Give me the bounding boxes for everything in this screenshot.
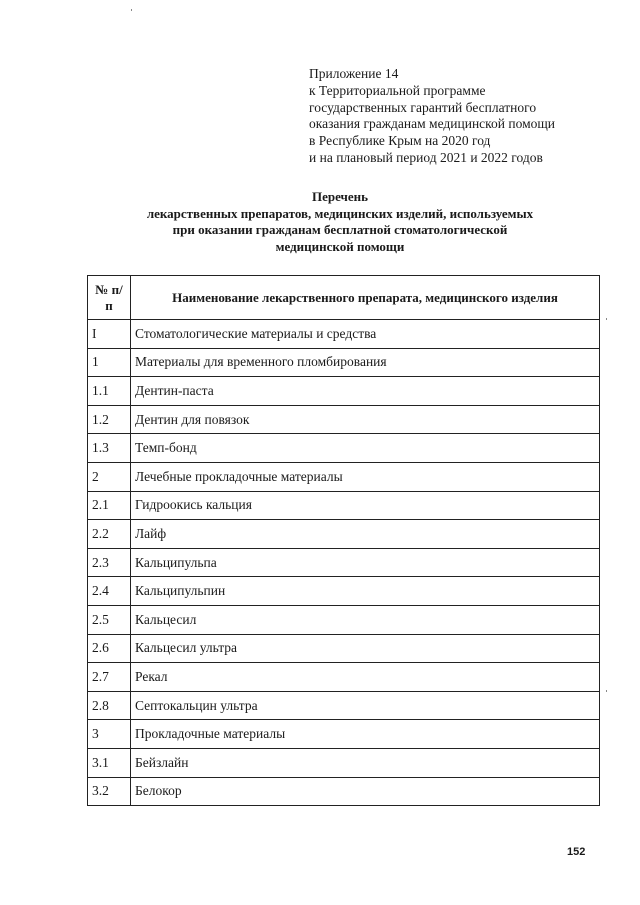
row-number: 1.2 [88,405,131,434]
appendix-line: и на плановый период 2021 и 2022 годов [309,149,543,165]
table-row [88,634,600,663]
row-item-name: Бейзлайн [131,748,600,777]
scan-speck [606,690,607,692]
table-header-row [88,276,600,320]
row-item-name: Темп-бонд [131,434,600,463]
title-line: лекарственных препаратов, медицинских изделий, используемых [146,205,534,221]
table-body [88,320,600,806]
page-number: 152 [567,846,586,858]
appendix-line: к Территориальной программе [309,82,486,98]
row-item-name: Кальцесил ультра [131,634,600,663]
table-row [88,348,600,377]
title-line: при оказании гражданам бесплатной стоматологической [172,222,508,238]
row-number: 2.6 [88,634,131,663]
row-item-name: Дентин-паста [131,377,600,406]
row-item-name: Материалы для временного пломбирования [131,348,600,377]
table-row [88,663,600,692]
table-row [88,605,600,634]
row-number: 2.4 [88,577,131,606]
table-row [88,320,600,349]
table-row [88,548,600,577]
row-number: 2.3 [88,548,131,577]
table-row [88,577,600,606]
row-number: 2.8 [88,691,131,720]
appendix-line: Приложение 14 [309,66,399,81]
row-item-name: Гидроокись кальция [131,491,600,520]
table-row [88,691,600,720]
row-number: 3.2 [88,777,131,806]
row-item-name: Прокладочные материалы [131,720,600,749]
row-number: 2.1 [88,491,131,520]
title-line: Перечень [311,189,369,204]
header-number: № п/п [88,276,131,320]
scan-speck [131,9,132,11]
row-item-name: Рекал [131,663,600,692]
title-line: медицинской помощи [275,238,405,254]
row-item-name: Лечебные прокладочные материалы [131,462,600,491]
table-row [88,748,600,777]
row-number: 2.7 [88,663,131,692]
table-row [88,520,600,549]
document-title [80,189,600,255]
row-item-name: Кальципульпин [131,577,600,606]
row-item-name: Септокальцин ультра [131,691,600,720]
row-number: I [88,320,131,349]
header-name: Наименование лекарственного препарата, медицинского изделия [131,276,600,320]
row-number: 1.3 [88,434,131,463]
appendix-line: в Республике Крым на 2020 год [309,133,491,149]
table-row [88,720,600,749]
row-number: 1.1 [88,377,131,406]
table-row [88,491,600,520]
row-number: 1 [88,348,131,377]
row-item-name: Кальцесил [131,605,600,634]
table-row [88,405,600,434]
row-item-name: Стоматологические материалы и средства [131,320,600,349]
row-item-name: Белокор [131,777,600,806]
drugs-table [87,275,600,806]
row-number: 2 [88,462,131,491]
row-number: 3.1 [88,748,131,777]
appendix-line: государственных гарантий бесплатного [309,99,537,115]
table-row [88,777,600,806]
appendix-header [309,66,609,167]
row-number: 2.5 [88,605,131,634]
table-row [88,462,600,491]
row-item-name: Лайф [131,520,600,549]
row-item-name: Дентин для повязок [131,405,600,434]
row-number: 2.2 [88,520,131,549]
table-row [88,434,600,463]
scan-speck [606,318,607,320]
row-number: 3 [88,720,131,749]
table-row [88,377,600,406]
row-item-name: Кальципульпа [131,548,600,577]
appendix-line: оказания гражданам медицинской помощи [309,116,556,132]
